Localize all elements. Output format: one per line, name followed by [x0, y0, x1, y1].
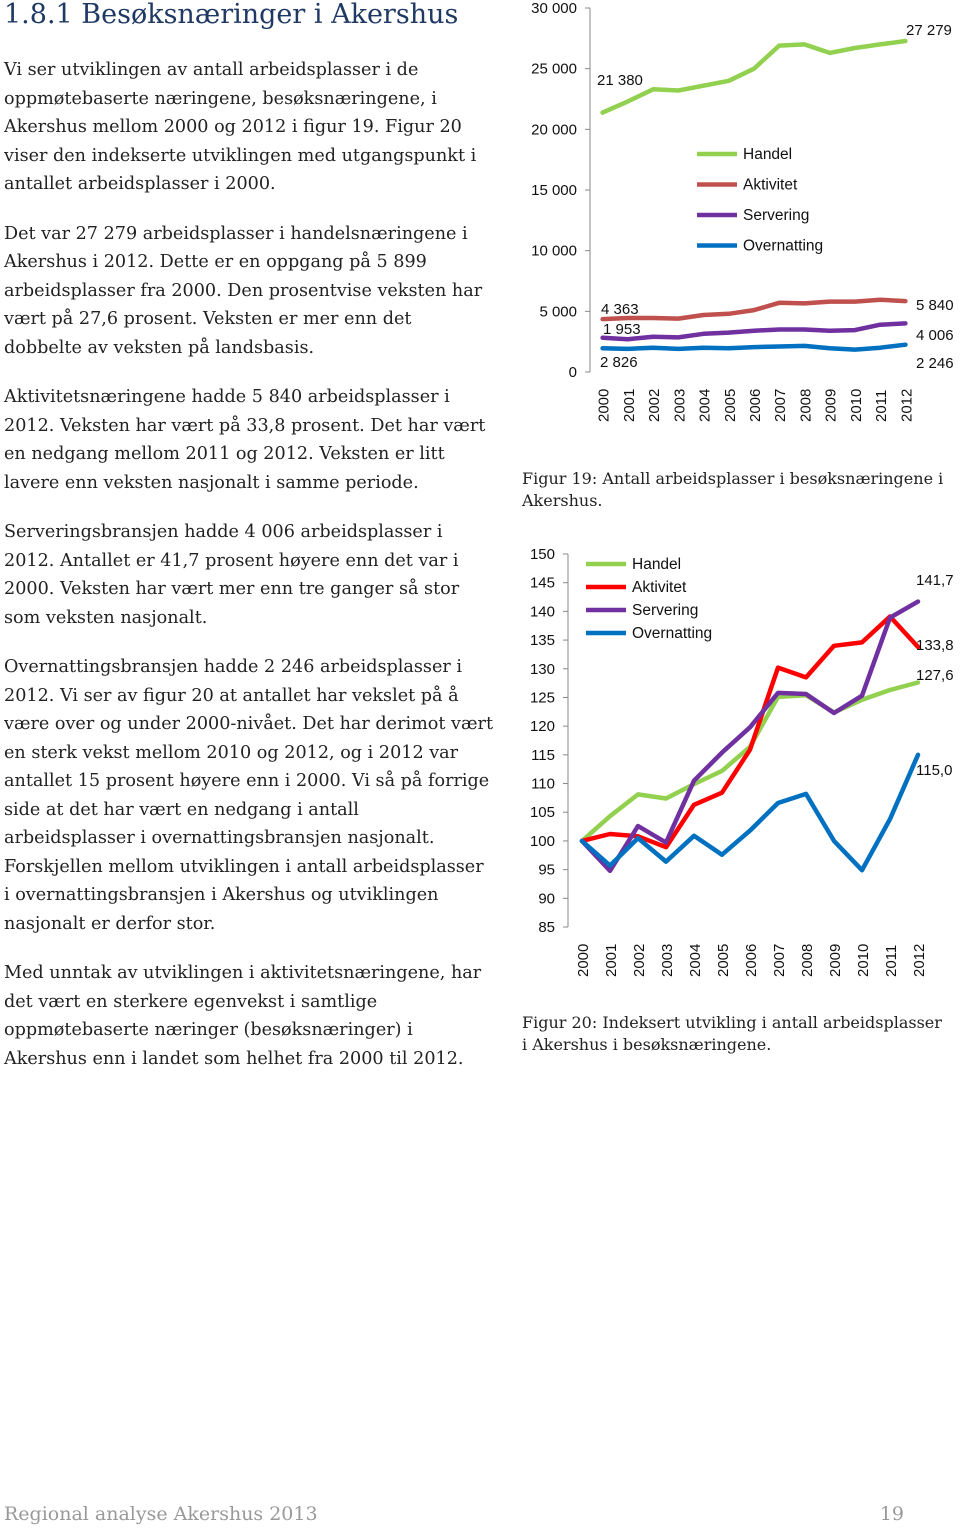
- y-tick-label: 5 000: [539, 303, 577, 321]
- data-label: 27 279: [906, 22, 952, 39]
- x-tick-label: 2008: [799, 943, 816, 977]
- y-tick-label: 10 000: [531, 242, 577, 260]
- x-tick-label: 2000: [595, 388, 613, 422]
- y-tick-label: 105: [529, 804, 555, 822]
- x-tick-label: 2010: [855, 943, 872, 977]
- figure-19-caption: Figur 19: Antall arbeidsplasser i besøksnæringene i Akershus.: [522, 469, 944, 510]
- y-tick-label: 95: [538, 861, 555, 879]
- legend-label: Handel: [743, 146, 793, 163]
- x-tick-label: 2006: [743, 943, 760, 977]
- paragraph: Aktivitetsnæringene hadde 5 840 arbeidsplasser i 2012. Veksten har vært på 33,8 prosent. Det har vært en nedgang mellom 2011 og 2012. Veksten er litt lavere enn veksten nasjonalt i samme periode.: [4, 387, 486, 493]
- series-line-overnatting: [582, 755, 918, 870]
- x-tick-label: 2001: [603, 943, 620, 977]
- section-heading: 1.8.1 Besøksnæringer i Akershus: [4, 0, 459, 30]
- y-tick-label: 140: [529, 603, 555, 621]
- y-tick-label: 15 000: [531, 182, 577, 199]
- x-tick-label: 2012: [898, 388, 916, 422]
- x-tick-label: 2001: [620, 388, 638, 422]
- x-tick-label: 2006: [747, 388, 764, 422]
- legend-label: Handel: [632, 556, 682, 573]
- paragraph: Overnattingsbransjen hadde 2 246 arbeidsplasser i 2012. Vi ser av figur 20 at antallet har vekslet på å være over og under 2000-nivået. Det har derimot vært en sterk vekst mellom 2010 og 2012, og i 2012 var antallet 15 prosent høyere enn i 2000. Vi så på forrige side at det har vært en nedgang i antall arbeidsplasser i overnattingsbransjen nasjonalt. Forskjellen mellom utviklingen i antall arbeidsplasser i overnattingsbransjen i Akershus og utviklingen nasjonalt er derfor stor.: [4, 657, 494, 934]
- x-tick-label: 2007: [772, 388, 790, 422]
- x-tick-label: 2004: [696, 388, 714, 422]
- x-tick-label: 2009: [822, 388, 840, 422]
- data-label: 21 380: [597, 72, 643, 89]
- y-tick-label: 85: [538, 919, 555, 936]
- x-tick-label: 2003: [671, 388, 689, 422]
- paragraph: Det var 27 279 arbeidsplasser i handelsnæringene i Akershus i 2012. Dette er en oppgang på 5 899 arbeidsplasser fra 2000. Den prosentvise veksten har vært på 27,6 prosent. Veksten er mer enn det dobbelte av veksten på landsbasis.: [4, 223, 483, 358]
- x-tick-label: 2005: [721, 388, 739, 422]
- x-tick-label: 2003: [659, 943, 676, 977]
- data-label: 5 840: [916, 297, 954, 314]
- paragraph: Serveringsbransjen hadde 4 006 arbeidsplasser i 2012. Antallet er 41,7 prosent høyere enn det var i 2000. Veksten har vært mer enn tre ganger så stor som veksten nasjonalt.: [4, 522, 460, 628]
- y-tick-label: 125: [529, 689, 555, 707]
- legend-label: Servering: [743, 207, 810, 224]
- figure-20-caption: Figur 20: Indeksert utvikling i antall arbeidsplasser i Akershus i besøksnæringene.: [522, 1013, 942, 1054]
- y-tick-label: 110: [531, 775, 555, 793]
- legend-label: Servering: [632, 602, 699, 619]
- data-label: 4 006: [916, 327, 954, 344]
- x-tick-label: 2010: [847, 388, 865, 422]
- legend-label: Aktivitet: [632, 579, 687, 596]
- x-tick-label: 2011: [873, 389, 891, 422]
- x-tick-label: 2002: [646, 388, 664, 422]
- x-tick-label: 2005: [715, 943, 732, 977]
- y-tick-label: 100: [529, 832, 555, 850]
- paragraph: Vi ser utviklingen av antall arbeidsplasser i de oppmøtebaserte næringene, besøksnæringene, i Akershus mellom 2000 og 2012 i figur 19. Figur 20 viser den indekserte utviklingen med utgangspunkt i antallet arbeidsplasser i 2000.: [4, 60, 477, 194]
- data-label: 127,6: [916, 667, 954, 684]
- x-tick-label: 2008: [797, 388, 815, 422]
- series-line-handel: [582, 683, 918, 841]
- y-tick-label: 115: [531, 746, 555, 764]
- series-line-aktivitet: [582, 617, 918, 848]
- legend-label: Overnatting: [632, 625, 713, 642]
- y-tick-label: 135: [529, 632, 555, 650]
- data-label: 2 246: [916, 355, 954, 372]
- y-tick-label: 25 000: [531, 60, 577, 78]
- data-label: 133,8: [916, 637, 954, 654]
- paragraph: Med unntak av utviklingen i aktivitetsnæringene, har det vært en sterkere egenvekst i samtlige oppmøtebaserte næringer (besøksnæringer) i Akershus enn i landet som helhet fra 2000 til 2012.: [4, 963, 482, 1069]
- y-tick-label: 30 000: [531, 0, 577, 17]
- x-tick-label: 2007: [771, 943, 788, 977]
- y-tick-label: 150: [529, 546, 555, 563]
- x-tick-label: 2004: [687, 943, 704, 977]
- data-label: 2 826: [600, 354, 638, 371]
- y-tick-label: 90: [538, 890, 555, 908]
- y-tick-label: 120: [529, 718, 555, 736]
- y-tick-label: 130: [529, 660, 555, 678]
- page-number: 19: [879, 1503, 904, 1525]
- y-tick-label: 0: [568, 364, 577, 381]
- x-tick-label: 2011: [883, 944, 900, 977]
- data-label: 4 363: [601, 301, 639, 318]
- x-tick-label: 2002: [631, 943, 648, 977]
- data-label: 1 953: [603, 321, 641, 338]
- x-tick-label: 2012: [911, 943, 928, 977]
- y-tick-label: 145: [529, 574, 555, 592]
- legend-label: Overnatting: [743, 237, 824, 255]
- legend-label: Aktivitet: [743, 176, 798, 194]
- x-tick-label: 2000: [575, 943, 592, 977]
- x-tick-label: 2009: [827, 943, 844, 977]
- footer-title: Regional analyse Akershus 2013: [4, 1503, 318, 1525]
- data-label: 115,0: [916, 762, 953, 779]
- data-label: 141,7: [916, 572, 954, 589]
- y-tick-label: 20 000: [531, 121, 577, 139]
